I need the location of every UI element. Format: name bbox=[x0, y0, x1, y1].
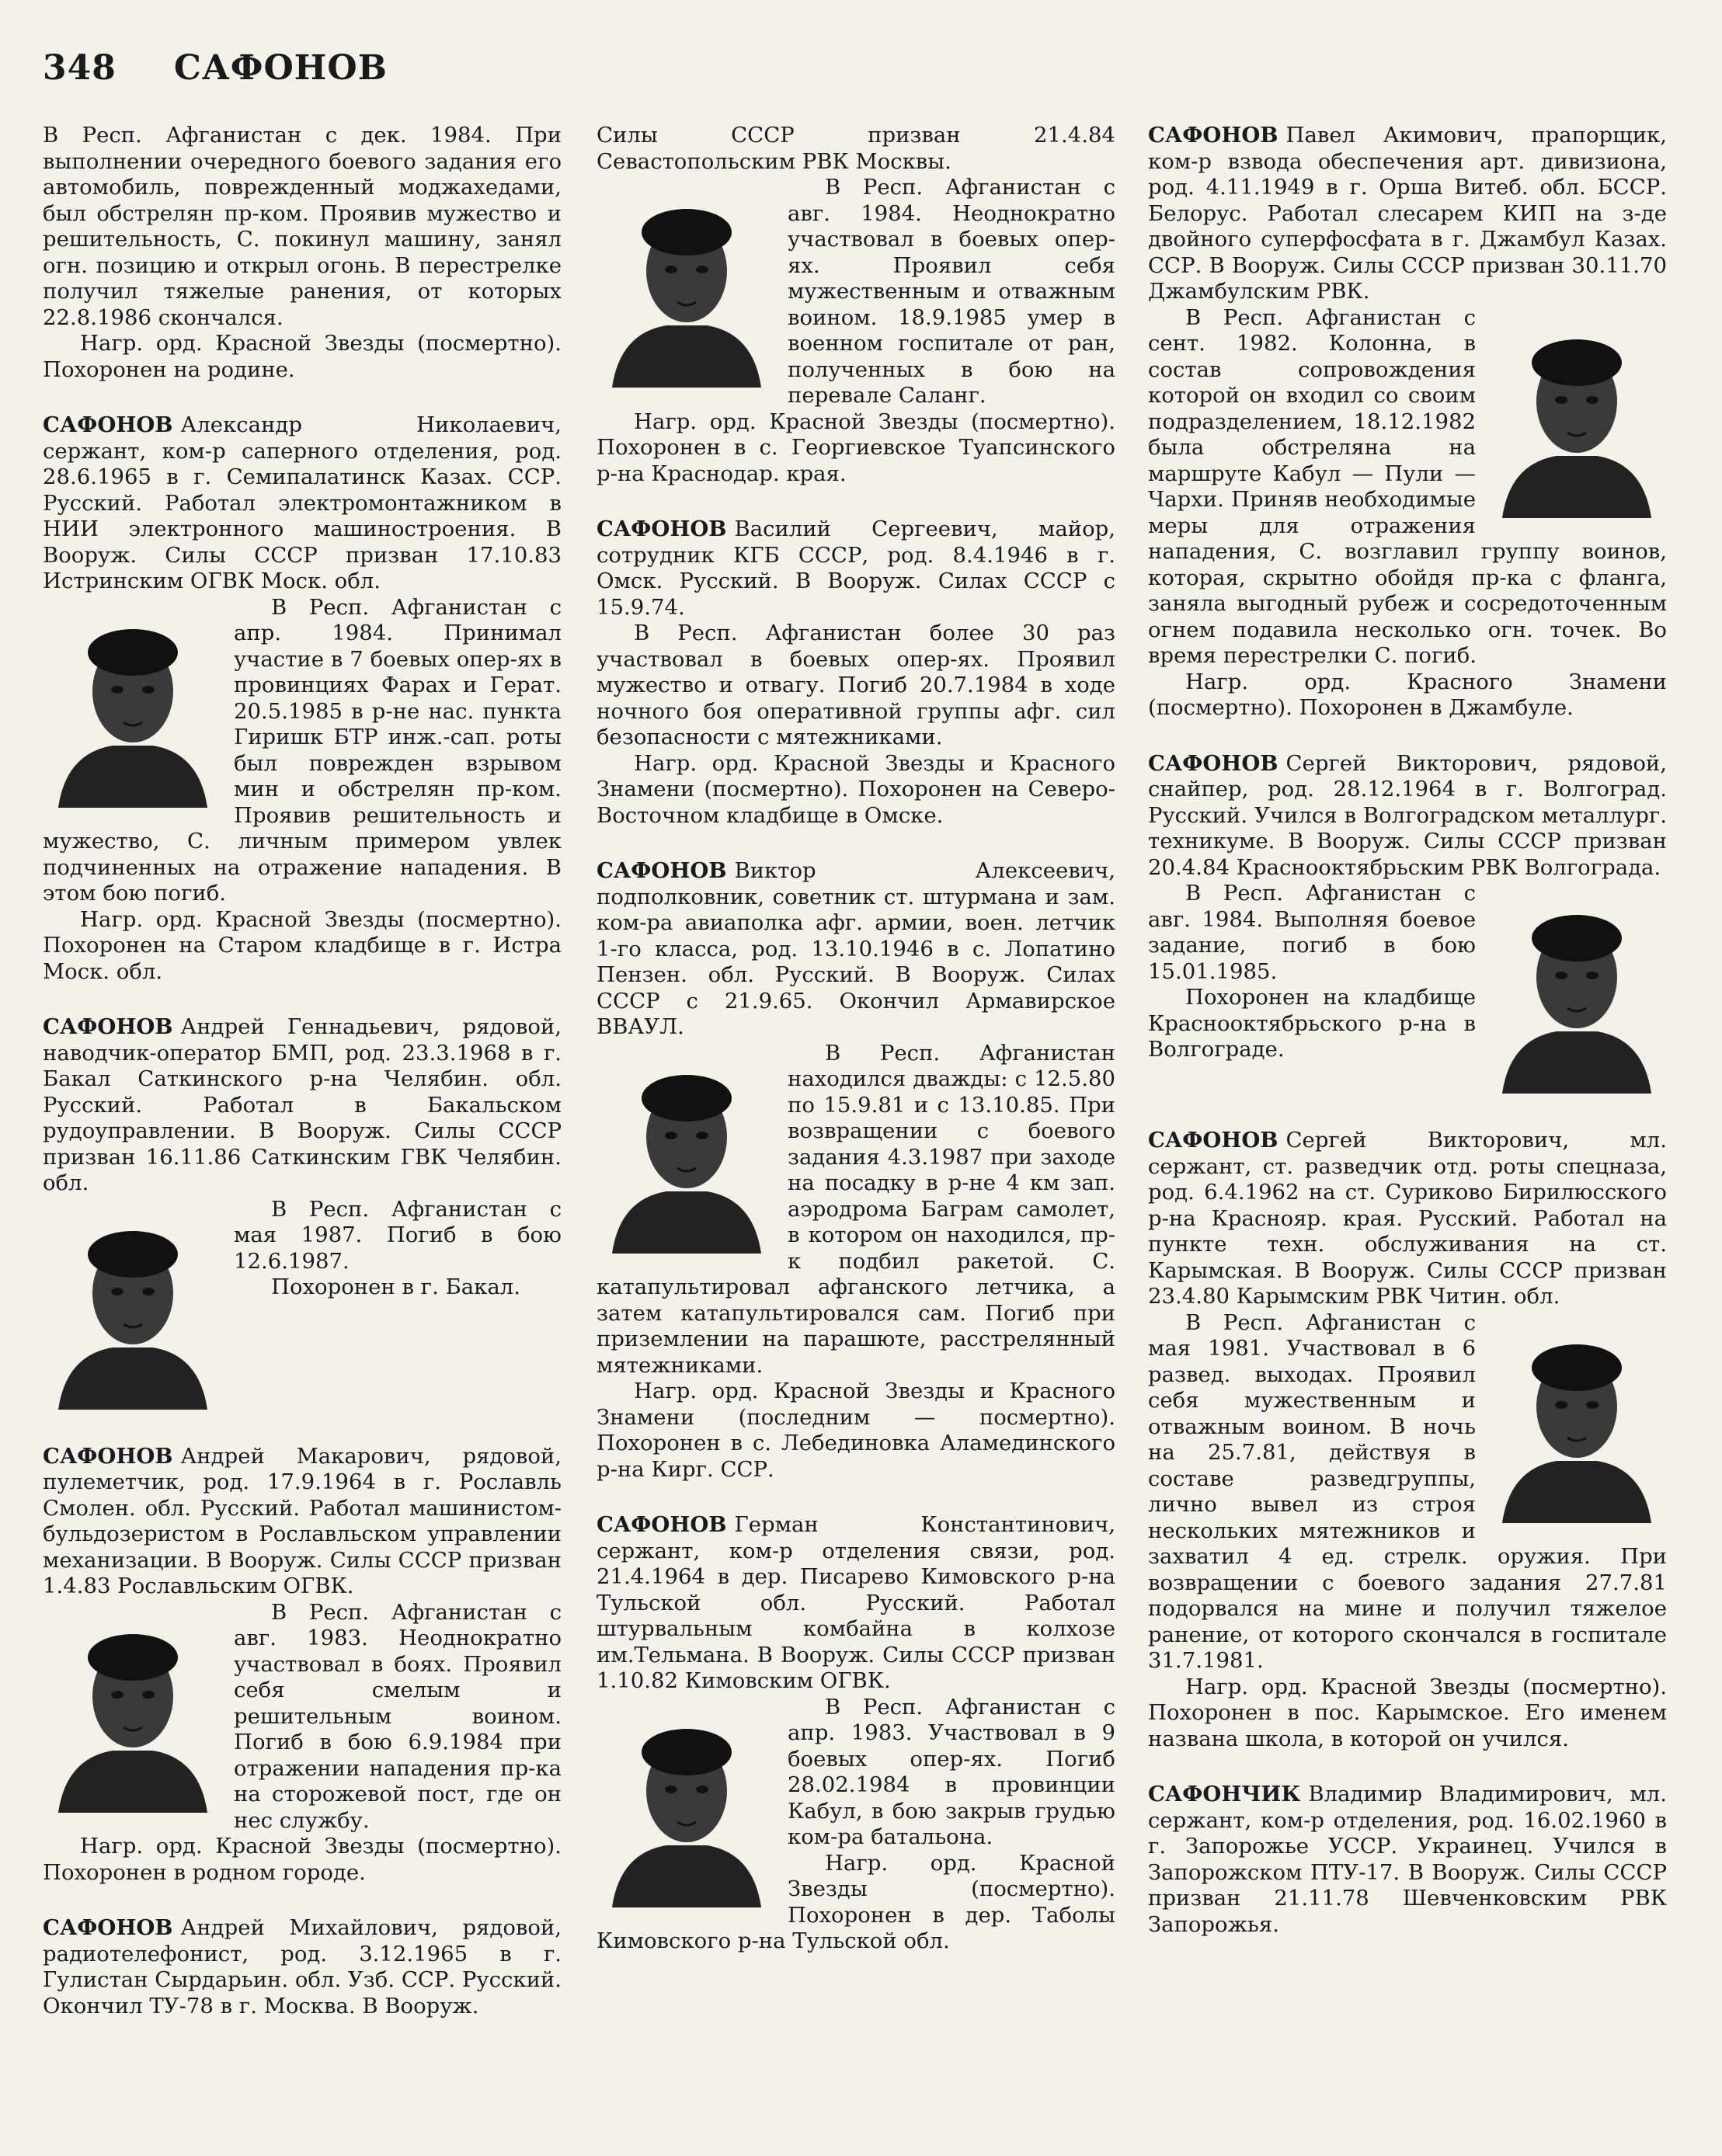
entry-safonov-andrey-g: САФОНОВ Андрей Геннадьевич, рядовой, наводчик-оператор БМП, род. 23.3.1968 в г. Бакал Саткинского р-на Челябин. обл. Русский. Работал в Бакальском рудоуправлении. В Вооруж. Силы СССР призван 16.11.86 Саткинским ГВК Челябин. обл. В Респ. Афганистан с мая 1987. Погиб в бою 12.6.1987. Похоронен в г. Бакал. bbox=[43, 1014, 562, 1414]
portrait-photo bbox=[43, 1200, 223, 1410]
continuation-fragment: В Респ. Афганистан с дек. 1984. При выполнении очередного боевого задания его автомобиль, поврежденный моджахедами, был обстрелян пр-ком. Проявив мужество и решительность, С. покинул машину, занял огн. позицию и открыл огонь. В перестрелке получил тяжелые ранения, от которых 22.8.1986 скончался. Нагр. орд. Красной Звезды (посмертно). Похоронен на родине. bbox=[43, 123, 562, 382]
entry-safonov-vasiliy: САФОНОВ Василий Сергеевич, майор, сотрудник КГБ СССР, род. 8.4.1946 в г. Омск. Русский. В Вооруж. Силах СССР с 15.9.74. В Респ. Афганистан более 30 раз участвовал в боевых опер-ях. Проявил мужество и отвагу. Погиб 20.7.1984 в ходе ночного боя оперативной группы афг. сил безопасности с мятежниками. Нагр. орд. Красной Звезды и Красного Знамени (посмертно). Похоронен на Северо-Восточном кладбище в Омске. bbox=[597, 516, 1115, 828]
portrait-photo bbox=[597, 1698, 777, 1907]
entry-safonov-sergey-1964: САФОНОВ Сергей Викторович, рядовой, снайпер, род. 28.12.1964 в г. Волгоград. Русский. Учился в Волгоградском металлург. техникуме. В Вооруж. Силы СССР призван 20.4.84 Краснооктябрьским РВК Волгограда. В Респ. Афганистан с авг. 1984. Выполняя боевое задание, погиб в бою 15.01.1985. Похоронен на кладбище Краснооктябрьского р-на в Волгограде. bbox=[1148, 751, 1667, 1099]
portrait-photo bbox=[43, 1603, 223, 1813]
portrait-photo bbox=[597, 1044, 777, 1254]
entry-safonov-german: САФОНОВ Герман Константинович, сержант, ком-р отделения связи, род. 21.4.1964 в дер. Писарево Кимовского р-на Тульской обл. Русский. Работал штурвальным комбайна в колхозе им.Тельмана. В Вооруж. Силы СССР призван 1.10.82 Кимовским ОГВК. В Респ. Афганистан с апр. 1983. Участвовал в 9 боевых опер-ях. Погиб 28.02.1984 в провинции Кабул, в бою закрыв грудью ком-ра батальона. Нагр. орд. Красной Звезды (посмертно). Похоронен в дер. Таболы Кимовского р-на Тульской обл. bbox=[597, 1512, 1115, 1953]
running-head: САФОНОВ bbox=[173, 48, 388, 88]
continuation-fragment: Силы СССР призван 21.4.84 Севастопольским РВК Москвы. В Респ. Афганистан с авг. 1984. Неоднократно участвовал в боевых опер-ях. Проявил себя мужественным и отважным воином. 18.9.1985 умер в военном госпитале от ран, полученных в бою на перевале Саланг. Нагр. орд. Красной Звезды (посмертно). Похоронен в с. Георгиевское Туапсинского р-на Краснодар. края. bbox=[597, 123, 1115, 486]
page-header bbox=[43, 48, 388, 88]
entry-surname: САФОНОВ bbox=[1148, 123, 1278, 148]
entry-safonov-viktor: САФОНОВ Виктор Алексеевич, подполковник, советник ст. штурмана и зам. ком-ра авиаполка афг. армии, воен. летчик 1-го класса, род. 13.10.1946 в с. Лопатино Пензен. обл. Русский. В Вооруж. Силах СССР с 21.9.65. Окончил Армавирское ВВАУЛ. В Респ. Афганистан находился дважды: с 12.5.80 по 15.9.81 и с 13.10.85. При возвращении с боевого задания 4.3.1987 при заходе на посадку в р-не 4 км зап. аэродрома Баграм самолет, в котором он находился, пр-к подбил ракетой. С. катапультировал афганского летчика, а затем катапультировался сам. Погиб при приземлении на парашюте, расстрелянный мятежниками. Нагр. орд. Красной Звезды и Красного Знамени (последним — посмертно). Похоронен в с. Лебединовка Аламединского р-на Кирг. ССР. bbox=[597, 858, 1115, 1482]
entry-surname: САФОНОВ bbox=[43, 1443, 173, 1469]
entry-safonov-andrey-mikh: САФОНОВ Андрей Михайлович, рядовой, радиотелефонист, род. 3.12.1965 в г. Гулистан Сырдарьин. обл. Узб. ССР. Русский. Окончил ТУ-78 в г. Москва. В Вооруж. bbox=[43, 1915, 562, 2019]
column-2 bbox=[597, 123, 1115, 1984]
entry-safonov-pavel: САФОНОВ Павел Акимович, прапорщик, ком-р взвода обеспечения арт. дивизиона, род. 4.11.1949 в г. Орша Витеб. обл. БССР. Белорус. Работал слесарем КИП на з-де двойного суперфосфата в г. Джамбул Казах. ССР. В Вооруж. Силы СССР призван 30.11.70 Джамбулским РВК. В Респ. Афганистан с сент. 1982. Колонна, в состав сопровождения которой он входил со своим подразделением, 18.12.1982 была обстреляна на маршруте Кабул — Пули — Чархи. Приняв необходимые меры для отражения нападения, С. возглавил группу воинов, которая, скрытно обойдя пр-ка с фланга, заняла выгодный рубеж и сосредоточенным огнем подавила несколько огн. точек. Во время перестрелки С. погиб. Нагр. орд. Красного Знамени (посмертно). Похоронен в Джамбуле. bbox=[1148, 123, 1667, 720]
portrait-photo bbox=[1487, 308, 1667, 518]
entry-surname: САФОНОВ bbox=[597, 858, 727, 883]
column-3 bbox=[1148, 123, 1667, 1967]
entry-surname: САФОНОВ bbox=[1148, 1128, 1278, 1153]
column-1 bbox=[43, 123, 562, 2049]
portrait-photo bbox=[1487, 1313, 1667, 1523]
portrait-photo bbox=[43, 598, 223, 808]
entry-surname: САФОНОВ bbox=[43, 1014, 173, 1039]
entry-safonov-andrey-m: САФОНОВ Андрей Макарович, рядовой, пулеметчик, род. 17.9.1964 в г. Рославль Смолен. обл. Русский. Работал машинистом-бульдозеристом в Рославльском управлении механизации. В Вооруж. Силы СССР призван 1.4.83 Рославльским ОГВК. В Респ. Афганистан с авг. 1983. Неоднократно участвовал в боях. Проявил себя смелым и решительным воином. Погиб в бою 6.9.1984 при отражении нападения пр-ка на сторожевой пост, где он нес службу. Нагр. орд. Красной Звезды (посмертно). Похоронен в родном городе. bbox=[43, 1443, 562, 1885]
entry-surname: САФОНОВ bbox=[1148, 750, 1278, 776]
page-number: 348 bbox=[43, 48, 117, 88]
entry-surname: САФОНОВ bbox=[43, 1915, 173, 1940]
portrait-photo bbox=[1487, 884, 1667, 1094]
entry-surname: САФОНОВ bbox=[597, 516, 727, 541]
entry-surname: САФОНОВ bbox=[43, 412, 173, 437]
entry-safonov-sergey-1962: САФОНОВ Сергей Викторович, мл. сержант, ст. разведчик отд. роты спецназа, род. 6.4.1962 на ст. Суриково Бирилюсского р-на Краснояр. края. Русский. Работал на пункте техн. обслуживания на ст. Карымская. В Вооруж. Силы СССР призван 23.4.80 Карымским РВК Читин. обл. В Респ. Афганистан с мая 1981. Участвовал в 6 развед. выходах. Проявил себя мужественным и отважным воином. В ночь на 25.7.81, действуя в составе разведгруппы, лично вывел из строя нескольких мятежников и захватил 4 ед. стрелк. оружия. При возвращении с боевого задания 27.7.81 подорвался на мине и получил тяжелое ранение, от которого скончался в госпитале 31.7.1981. Нагр. орд. Красной Звезды (посмертно). Похоронен в пос. Карымское. Его именем названа школа, в которой он учился. bbox=[1148, 1128, 1667, 1751]
entry-safonov-aleksandr: САФОНОВ Александр Николаевич, сержант, ком-р саперного отделения, род. 28.6.1965 в г. Семипалатинск Казах. ССР. Русский. Работал электромонтажником в НИИ электронного машиностроения. В Вооруж. Силы СССР призван 17.10.83 Истринским ОГВК Моск. обл. В Респ. Афганистан с апр. 1984. Принимал участие в 7 боевых опер-ях в провинциях Фарах и Герат. 20.5.1985 в р-не нас. пункта Гиришк БТР инж.-сап. роты был поврежден взрывом мин и обстрелян пр-ком. Проявив решительность и мужество, С. личным примером увлек подчиненных на отражение нападения. В этом бою погиб. Нагр. орд. Красной Звезды (посмертно). Похоронен на Старом кладбище в г. Истра Моск. обл. bbox=[43, 412, 562, 984]
entry-safonchik-vladimir: САФОНЧИК Владимир Владимирович, мл. сержант, ком-р отделения, род. 16.02.1960 в г. Запорожье УССР. Украинец. Учился в Запорожском ПТУ-17. В Вооруж. Силы СССР призван 21.11.78 Шевченковским РВК Запорожья. bbox=[1148, 1782, 1667, 1937]
entry-surname: САФОНОВ bbox=[597, 1512, 727, 1537]
portrait-photo bbox=[597, 178, 777, 388]
entry-surname: САФОНЧИК bbox=[1148, 1782, 1301, 1807]
